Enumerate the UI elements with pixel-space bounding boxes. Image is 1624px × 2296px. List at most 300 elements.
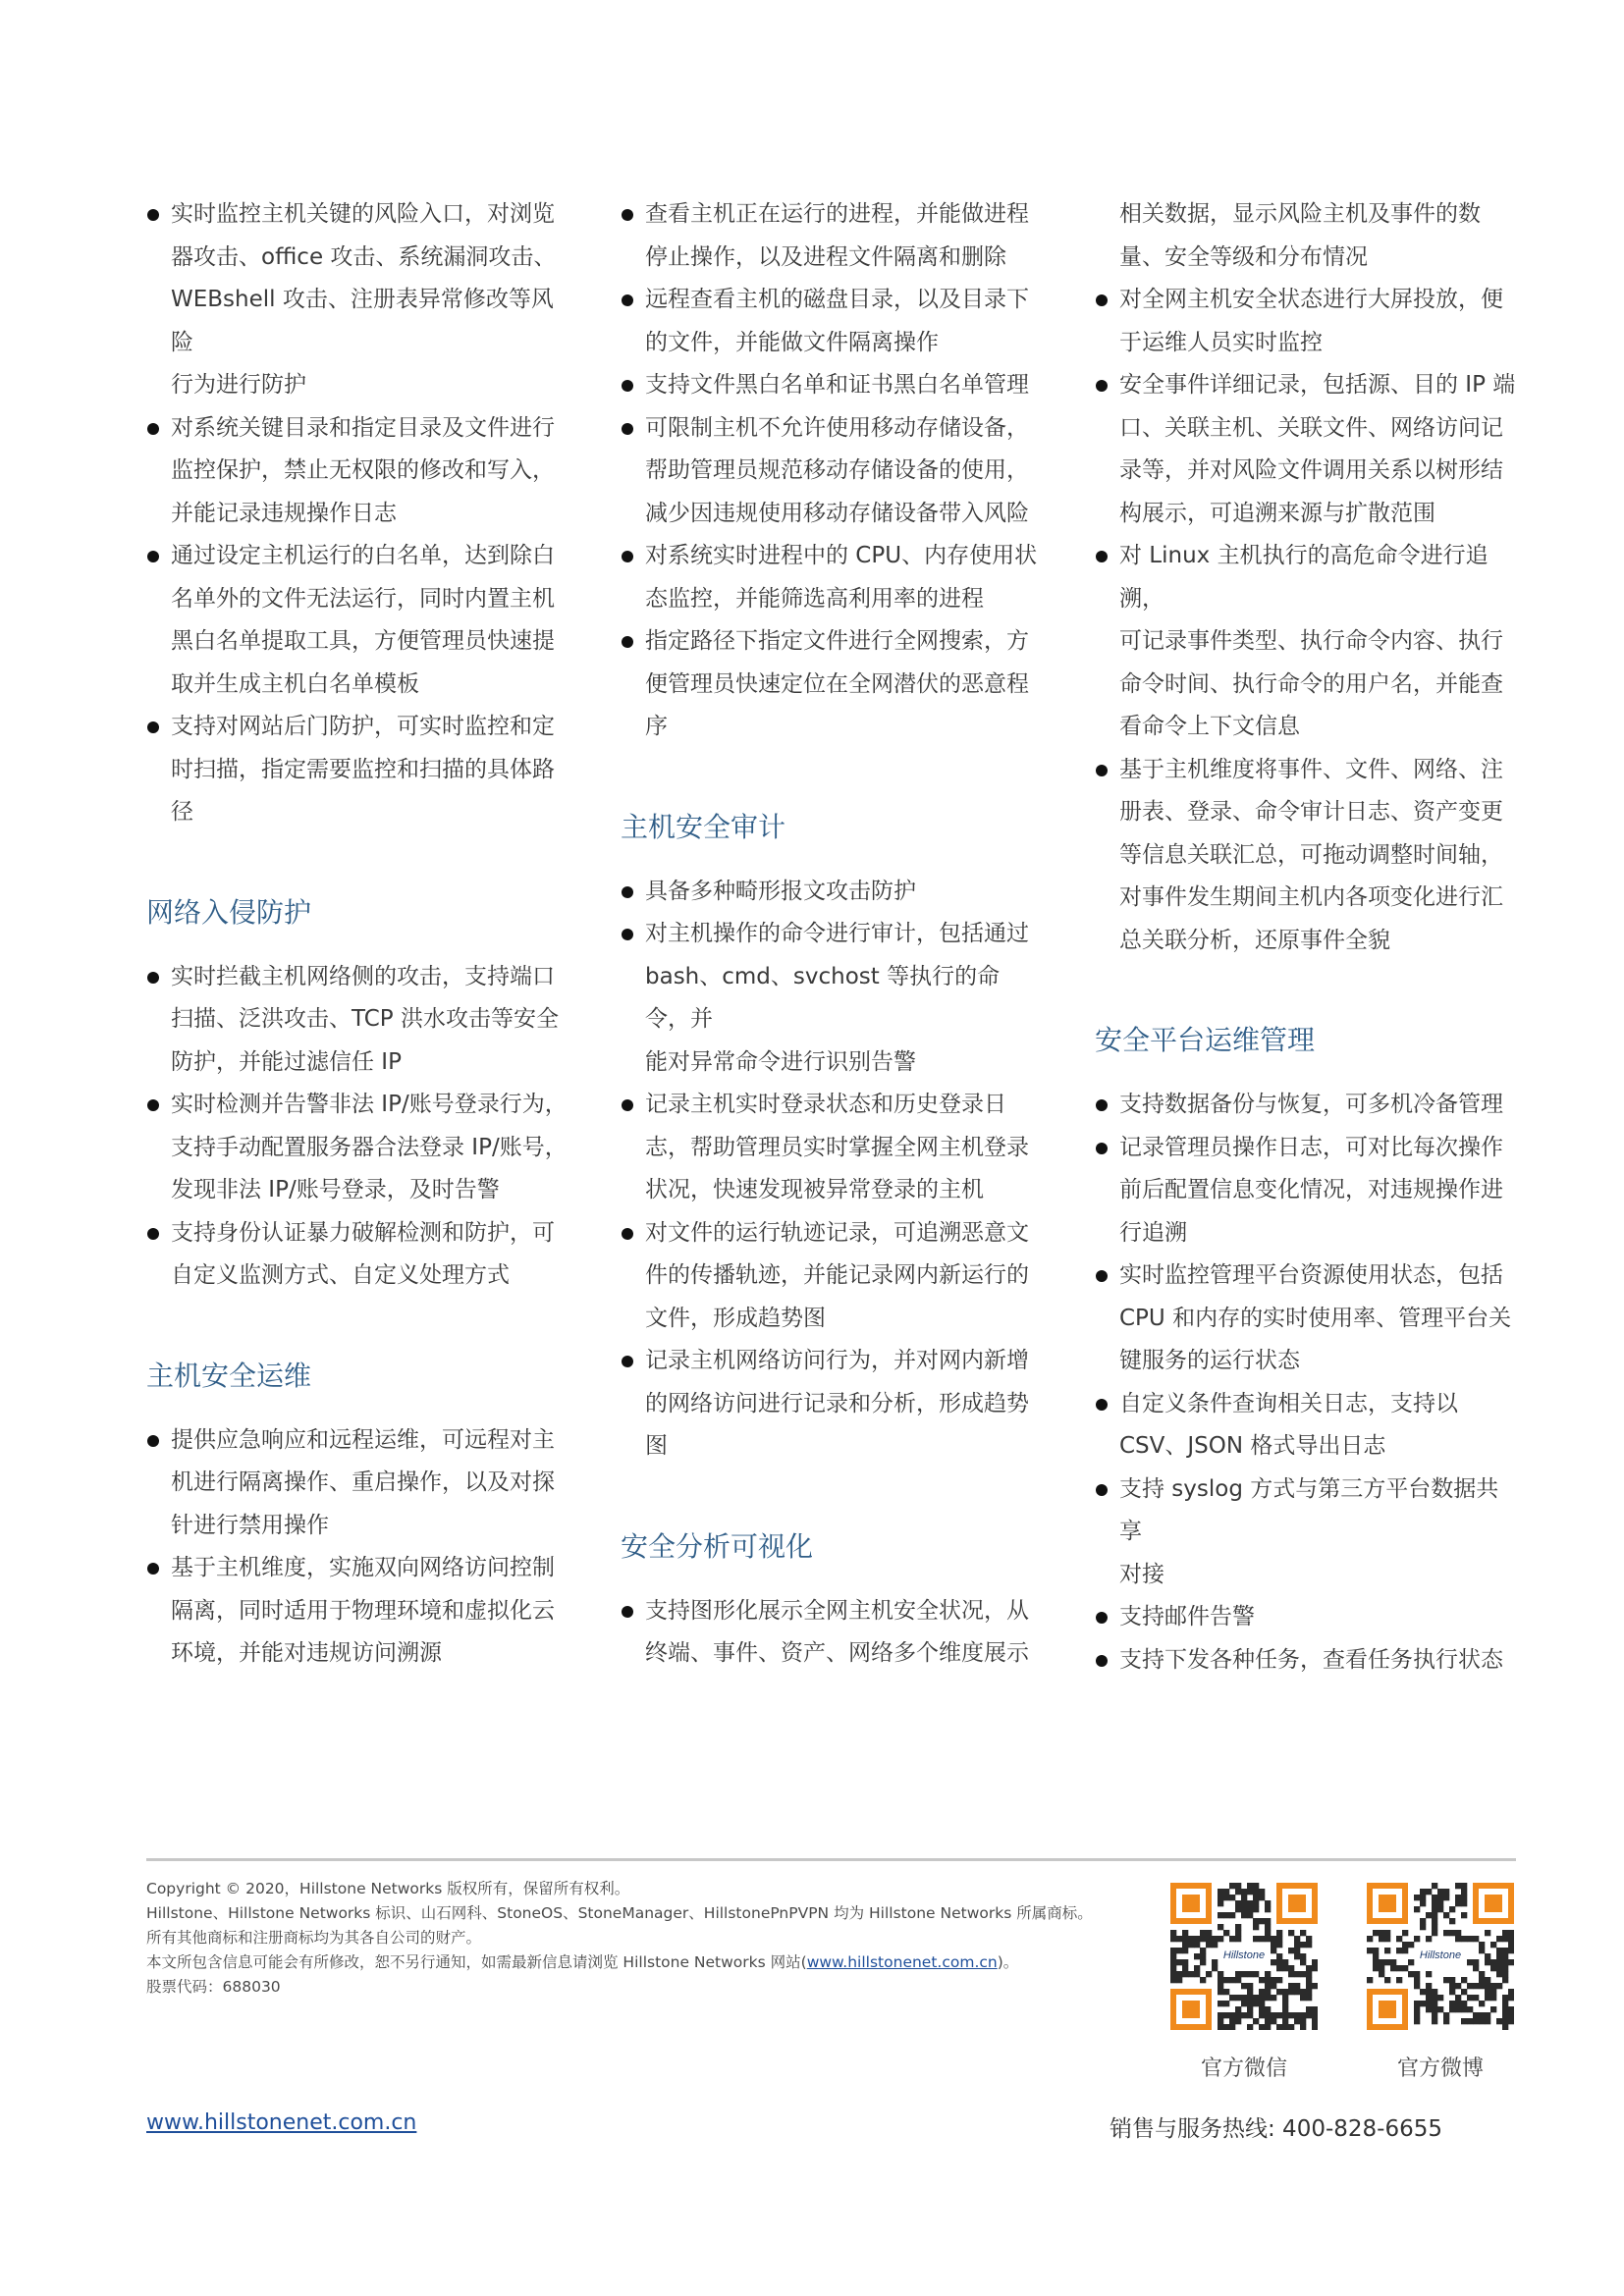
qr-module — [1294, 1983, 1300, 1989]
qr-module — [1455, 1895, 1461, 1900]
list-item — [1095, 1596, 1517, 1639]
qr-module — [1502, 2012, 1508, 2018]
qr-module — [1508, 1930, 1514, 1936]
qr-module — [1432, 2018, 1437, 2024]
qr-module — [1461, 1889, 1467, 1895]
qr-module — [1455, 2006, 1461, 2012]
feature-list — [146, 193, 568, 834]
qr-module — [1449, 2006, 1455, 2012]
qr-module — [1312, 1959, 1318, 1965]
list-item-line: 口、关联主机、关联文件、网络访问记 — [1119, 414, 1503, 441]
qr-module — [1414, 1971, 1420, 1977]
qr-module — [1373, 1948, 1379, 1953]
list-item-line: 支持邮件告警 — [1119, 1604, 1255, 1629]
qr-module — [1508, 1989, 1514, 1995]
qr-module — [1455, 1936, 1461, 1942]
qr-module — [1367, 1948, 1373, 1953]
list-item — [146, 407, 568, 536]
qr-module — [1379, 1930, 1384, 1936]
list-item — [621, 913, 1043, 1084]
qr-module — [1508, 1995, 1514, 2001]
list-item-line: 图 — [645, 1433, 668, 1459]
qr-module — [1282, 2024, 1288, 2030]
list-item — [1095, 1639, 1517, 1682]
qr-module — [1306, 1977, 1312, 1983]
list-item-line: 减少因违规使用移动存储设备带入风险 — [645, 500, 1029, 526]
qr-module — [1455, 2001, 1461, 2006]
qr-module — [1312, 2024, 1318, 2030]
qr-module — [1218, 1889, 1223, 1895]
list-item — [146, 706, 568, 834]
list-item-line: CSV、JSON 格式导出日志 — [1119, 1433, 1386, 1459]
qr-module — [1306, 1936, 1312, 1942]
qr-module — [1241, 1971, 1247, 1977]
qr-module — [1379, 1971, 1384, 1977]
qr-module — [1182, 1965, 1188, 1971]
qr-module — [1265, 1977, 1271, 1983]
qr-module — [1276, 1953, 1282, 1959]
list-item-line: 查看主机正在运行的进程，并能做进程 — [645, 201, 1029, 227]
qr-module — [1247, 1906, 1253, 1912]
qr-module — [1223, 1895, 1229, 1900]
qr-module — [1282, 2006, 1288, 2012]
qr-module — [1455, 1930, 1461, 1936]
list-item-line: 实时监控主机关键的风险入口，对浏览 — [171, 201, 555, 227]
notice-line — [146, 1950, 1128, 1975]
list-item-line: 记录主机实时登录状态和历史登录日 — [645, 1092, 1006, 1117]
qr-module — [1253, 1971, 1259, 1977]
qr-module — [1473, 1965, 1479, 1971]
qr-module — [1218, 2001, 1223, 2006]
qr-module — [1300, 1959, 1306, 1965]
qr-module — [1461, 1912, 1467, 1918]
list-item-line: 取并生成主机白名单模板 — [171, 670, 419, 697]
list-item-line: 支持身份认证暴力破解检测和防护，可 — [171, 1219, 555, 1246]
qr-module — [1367, 1977, 1373, 1983]
qr-module — [1194, 1942, 1200, 1948]
list-item-line: 状况，快速发现被异常登录的主机 — [645, 1177, 984, 1202]
list-item — [621, 193, 1043, 279]
qr-module — [1241, 2001, 1247, 2006]
qr-module — [1218, 1977, 1223, 1983]
list-item — [621, 407, 1043, 536]
qr-module — [1508, 1942, 1514, 1948]
qr-module — [1235, 1924, 1241, 1930]
qr-module — [1467, 2006, 1473, 2012]
qr-module — [1294, 2012, 1300, 2018]
qr-module — [1223, 1912, 1229, 1918]
qr-module — [1229, 1912, 1235, 1918]
list-item-line: 基于主机维度将事件、文件、网络、注 — [1119, 756, 1503, 782]
qr-module — [1396, 1977, 1402, 1983]
notice-suffix: )。 — [997, 1953, 1019, 1971]
list-item-line: 看命令上下文信息 — [1119, 714, 1300, 739]
qr-module — [1373, 1965, 1379, 1971]
qr-module — [1449, 1906, 1455, 1912]
qr-module — [1426, 1971, 1432, 1977]
list-item-line: 支持图形化展示全网主机安全状况，从 — [645, 1597, 1029, 1624]
qr-module — [1265, 2006, 1271, 2012]
qr-module — [1170, 1953, 1176, 1959]
qr-module — [1212, 1936, 1218, 1942]
qr-module — [1496, 1983, 1502, 1989]
qr-module — [1241, 1906, 1247, 1912]
qr-module — [1271, 1959, 1276, 1965]
qr-module — [1432, 2006, 1437, 2012]
qr-module — [1265, 1936, 1271, 1942]
qr-module — [1490, 1965, 1496, 1971]
list-item-line: 态监控，并能筛选高利用率的进程 — [645, 585, 984, 612]
qr-module — [1502, 1936, 1508, 1942]
copyright-line: Copyright © 2020，Hillstone Networks 版权所有，保留所有权利。 — [146, 1880, 630, 1897]
qr-module — [1420, 1889, 1426, 1895]
qr-module — [1426, 1889, 1432, 1895]
qr-module — [1170, 1971, 1176, 1977]
qr-module — [1379, 1965, 1384, 1971]
qr-module — [1259, 1889, 1265, 1895]
footer-divider — [146, 1858, 1516, 1861]
qr-module — [1282, 2018, 1288, 2024]
qr-module — [1461, 1936, 1467, 1942]
qr-module — [1408, 1942, 1414, 1948]
wechat-caption: 官方微信 — [1200, 2056, 1287, 2081]
other-trademarks-line: 所有其他商标和注册商标均为其各自公司的财产。 — [146, 1929, 482, 1947]
list-item — [621, 1340, 1043, 1468]
qr-module — [1265, 1989, 1271, 1995]
qr-module — [1259, 1995, 1265, 2001]
qr-module — [1437, 1895, 1443, 1900]
qr-module — [1271, 1977, 1276, 1983]
qr-module — [1414, 1906, 1420, 1912]
qr-module — [1300, 1989, 1306, 1995]
qr-module — [1402, 1942, 1408, 1948]
qr-module — [1212, 1942, 1218, 1948]
qr-module — [1437, 1900, 1443, 1906]
qr-module — [1253, 1906, 1259, 1912]
qr-module — [1502, 2006, 1508, 2012]
list-item — [1095, 364, 1517, 535]
qr-module — [1390, 1965, 1396, 1971]
qr-module — [1218, 2012, 1223, 2018]
qr-module — [1455, 1883, 1461, 1889]
feature-list — [1095, 1084, 1517, 1682]
qr-module — [1188, 1971, 1194, 1977]
qr-module — [1502, 2024, 1508, 2030]
qr-module — [1455, 1983, 1461, 1989]
list-item-line: 键服务的运行状态 — [1119, 1348, 1300, 1373]
qr-module — [1247, 2006, 1253, 2012]
qr-module — [1223, 1930, 1229, 1936]
list-item-line: 监控保护，禁止无权限的修改和写入， — [171, 457, 555, 483]
qr-module — [1300, 2012, 1306, 2018]
qr-module — [1384, 1936, 1390, 1942]
qr-module — [1170, 1936, 1176, 1942]
qr-module — [1432, 1924, 1437, 1930]
qr-module — [1437, 1889, 1443, 1895]
qr-module — [1479, 1977, 1485, 1983]
qr-module — [1502, 2018, 1508, 2024]
qr-module — [1229, 2018, 1235, 2024]
qr-module — [1384, 1930, 1390, 1936]
qr-module — [1420, 1918, 1426, 1924]
website-link[interactable]: www.hillstonenet.com.cn — [146, 2110, 417, 2135]
qr-module — [1194, 1936, 1200, 1942]
qr-module — [1426, 2006, 1432, 2012]
qr-module — [1176, 1948, 1182, 1953]
list-item — [621, 279, 1043, 364]
list-item-line: 序 — [645, 714, 668, 739]
list-item-line: 行为进行防护 — [171, 372, 306, 398]
list-item-line: 对主机操作的命令进行审计，包括通过 — [645, 921, 1029, 946]
qr-module — [1432, 1883, 1437, 1889]
list-item — [1095, 1127, 1517, 1255]
list-item-line: 自定义监测方式、自定义处理方式 — [171, 1262, 510, 1288]
qr-module — [1247, 1912, 1253, 1918]
qr-module — [1300, 1995, 1306, 2001]
qr-module — [1485, 1989, 1490, 1995]
list-item — [1095, 749, 1517, 963]
list-item — [621, 620, 1043, 749]
qr-module — [1241, 1889, 1247, 1895]
qr-module — [1426, 1989, 1432, 1995]
qr-module — [1253, 2018, 1259, 2024]
list-item-line: 命令时间、执行命令的用户名，并能查 — [1119, 670, 1503, 697]
qr-module — [1282, 2001, 1288, 2006]
qr-module — [1508, 2012, 1514, 2018]
list-item — [621, 1084, 1043, 1212]
list-item-line: 帮助管理员规范移动存储设备的使用， — [645, 457, 1029, 483]
qr-module — [1241, 1983, 1247, 1989]
list-item-line: bash、cmd、svchost 等执行的命令，并 — [645, 963, 1001, 1032]
qr-module — [1288, 1948, 1294, 1953]
qr-module — [1235, 1906, 1241, 1912]
qr-module — [1247, 1983, 1253, 1989]
qr-module — [1271, 2018, 1276, 2024]
qr-module — [1223, 2012, 1229, 2018]
qr-module — [1282, 1959, 1288, 1965]
list-item-line: 对接 — [1119, 1561, 1164, 1587]
qr-module — [1282, 2012, 1288, 2018]
qr-module — [1473, 2018, 1479, 2024]
qr-module — [1200, 1959, 1206, 1965]
qr-module — [1479, 1942, 1485, 1948]
qr-module — [1443, 1895, 1449, 1900]
qr-module — [1235, 1995, 1241, 2001]
qr-module — [1218, 1989, 1223, 1995]
list-item — [1095, 1383, 1517, 1468]
qr-module — [1449, 1918, 1455, 1924]
qr-module — [1276, 1942, 1282, 1948]
qr-module — [1212, 1959, 1218, 1965]
qr-module — [1306, 2006, 1312, 2012]
feature-list — [1095, 279, 1517, 962]
qr-finder-inner — [1288, 1895, 1306, 1912]
list-item — [1095, 279, 1517, 364]
qr-module — [1271, 1983, 1276, 1989]
list-item-line: 总关联分析，还原事件全貌 — [1119, 927, 1390, 953]
qr-module — [1312, 2018, 1318, 2024]
qr-module — [1218, 1936, 1223, 1942]
qr-module — [1467, 1936, 1473, 1942]
qr-module — [1473, 2012, 1479, 2018]
qr-module — [1426, 1936, 1432, 1942]
qr-module — [1206, 1936, 1212, 1942]
feature-list — [621, 193, 1043, 749]
qr-module — [1485, 2018, 1490, 2024]
list-item-line: 记录管理员操作日志，可对比每次操作 — [1119, 1134, 1503, 1160]
qr-module — [1420, 1924, 1426, 1930]
qr-module — [1426, 2001, 1432, 2006]
qr-module — [1294, 1971, 1300, 1977]
qr-module — [1420, 1989, 1426, 1995]
qr-module — [1485, 1977, 1490, 1983]
section-heading-host-audit: 主机安全审计 — [621, 810, 786, 843]
qr-module — [1253, 1924, 1259, 1930]
qr-module — [1485, 1930, 1490, 1936]
qr-module — [1288, 1965, 1294, 1971]
list-item-line: 对 Linux 主机执行的高危命令进行追溯， — [1119, 543, 1489, 612]
qr-module — [1473, 1936, 1479, 1942]
qr-module — [1212, 1965, 1218, 1971]
qr-module — [1247, 1995, 1253, 2001]
qr-module — [1288, 1971, 1294, 1977]
qr-module — [1384, 1948, 1390, 1953]
footer-legal — [146, 1877, 1128, 2000]
qr-module — [1218, 1895, 1223, 1900]
qr-module — [1223, 2024, 1229, 2030]
qr-module — [1485, 1953, 1490, 1959]
qr-module — [1414, 2018, 1420, 2024]
qr-finder-inner — [1182, 1895, 1200, 1912]
qr-module — [1443, 1930, 1449, 1936]
qr-module — [1259, 1977, 1265, 1983]
section-heading-visualization: 安全分析可视化 — [621, 1529, 814, 1563]
qr-module — [1229, 1936, 1235, 1942]
qr-module — [1443, 1889, 1449, 1895]
qr-module — [1502, 1977, 1508, 1983]
list-item-line: 的文件，并能做文件隔离操作 — [645, 329, 939, 355]
qr-module — [1479, 2012, 1485, 2018]
weibo-qr-code-icon — [1367, 1883, 1514, 2030]
qr-module — [1485, 1995, 1490, 2001]
qr-module — [1402, 1948, 1408, 1953]
qr-module — [1229, 1977, 1235, 1983]
qr-module — [1276, 1959, 1282, 1965]
qr-module — [1200, 1948, 1206, 1953]
qr-module — [1455, 1995, 1461, 2001]
qr-module — [1294, 1953, 1300, 1959]
qr-module — [1461, 1895, 1467, 1900]
qr-module — [1200, 1977, 1206, 1983]
list-item — [621, 1212, 1043, 1341]
list-item — [146, 535, 568, 706]
list-item — [146, 1419, 568, 1548]
list-item — [621, 871, 1043, 914]
qr-module — [1508, 1959, 1514, 1965]
qr-module — [1235, 1930, 1241, 1936]
list-item-line: 对系统关键目录和指定目录及文件进行 — [171, 414, 555, 441]
list-item-line: 册表、登录、命令审计日志、资产变更 — [1119, 799, 1503, 825]
qr-module — [1473, 1959, 1479, 1965]
qr-module — [1496, 1971, 1502, 1977]
list-item-line: 扫描、泛洪攻击、TCP 洪水攻击等安全 — [171, 1006, 559, 1032]
list-item-line: 基于主机维度，实施双向网络访问控制 — [171, 1555, 555, 1580]
qr-module — [1194, 1953, 1200, 1959]
qr-module — [1276, 2024, 1282, 2030]
qr-module — [1194, 1965, 1200, 1971]
qr-module — [1276, 1989, 1282, 1995]
qr-module — [1247, 1900, 1253, 1906]
qr-module — [1402, 1965, 1408, 1971]
qr-module — [1206, 1971, 1212, 1977]
qr-module — [1294, 2018, 1300, 2024]
list-item-line: 录等，并对风险文件调用关系以树形结 — [1119, 457, 1503, 483]
qr-module — [1496, 1948, 1502, 1953]
qr-module — [1182, 1942, 1188, 1948]
list-item-line: 自定义条件查询相关日志，支持以 — [1119, 1390, 1458, 1416]
list-item-line: 前后配置信息变化情况，对违规操作进 — [1119, 1177, 1503, 1202]
qr-module — [1288, 2012, 1294, 2018]
qr-module — [1253, 1995, 1259, 2001]
list-item-line: 实时检测并告警非法 IP/账号登录行为， — [171, 1092, 568, 1117]
qr-module — [1496, 1965, 1502, 1971]
qr-module — [1461, 1977, 1467, 1983]
qr-module — [1449, 1977, 1455, 1983]
qr-module — [1414, 1936, 1420, 1942]
qr-module — [1414, 2012, 1420, 2018]
qr-module — [1218, 1924, 1223, 1930]
section-heading-platform-ops: 安全平台运维管理 — [1095, 1024, 1316, 1056]
qr-module — [1276, 2012, 1282, 2018]
qr-module — [1253, 2001, 1259, 2006]
qr-module — [1467, 2018, 1473, 2024]
section-heading-network-intrusion: 网络入侵防护 — [146, 895, 312, 929]
qr-module — [1426, 1912, 1432, 1918]
qr-module — [1282, 1989, 1288, 1995]
qr-module — [1502, 1953, 1508, 1959]
qr-module — [1312, 1983, 1318, 1989]
qr-module — [1194, 1971, 1200, 1977]
column-right — [1095, 193, 1517, 1682]
qr-module — [1502, 2001, 1508, 2006]
qr-module — [1443, 1912, 1449, 1918]
list-item-line: 安全事件详细记录，包括源、目的 IP 端 — [1119, 372, 1516, 398]
qr-module — [1485, 1983, 1490, 1989]
feature-list — [146, 956, 568, 1298]
qr-module — [1265, 2018, 1271, 2024]
list-item — [146, 1547, 568, 1676]
qr-module — [1265, 1924, 1271, 1930]
qr-module — [1247, 2012, 1253, 2018]
qr-module — [1402, 1930, 1408, 1936]
qr-module — [1479, 1983, 1485, 1989]
qr-module — [1229, 1883, 1235, 1889]
list-item-line: 支持下发各种任务，查看任务执行状态 — [1119, 1646, 1503, 1673]
qr-module — [1473, 1995, 1479, 2001]
qr-module — [1188, 1936, 1194, 1942]
qr-module — [1235, 1936, 1241, 1942]
qr-module — [1496, 2018, 1502, 2024]
list-item-line: WEBshell 攻击、注册表异常修改等风险 — [171, 287, 554, 355]
qr-module — [1288, 1930, 1294, 1936]
list-item-line: 环境，并能对违规访问溯源 — [171, 1640, 442, 1666]
notice-website-link[interactable]: www.hillstonenet.com.cn — [806, 1953, 998, 1971]
qr-module — [1259, 1936, 1265, 1942]
qr-module — [1306, 2012, 1312, 2018]
qr-module — [1200, 1953, 1206, 1959]
list-item-line: 可限制主机不允许使用移动存储设备， — [645, 414, 1029, 441]
qr-module — [1170, 1959, 1176, 1965]
